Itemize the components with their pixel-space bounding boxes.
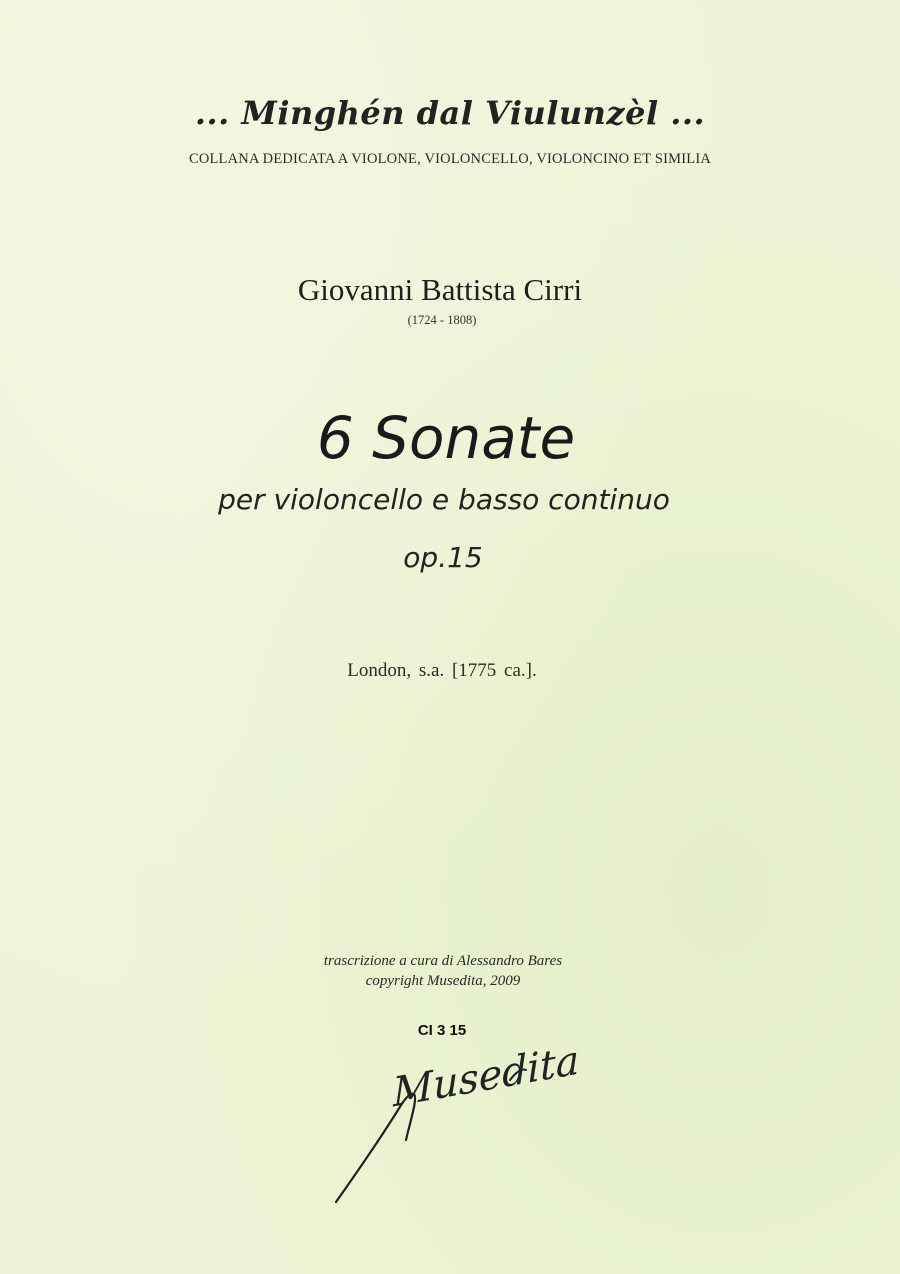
- composer-name: Giovanni Battista Cirri: [297, 272, 583, 307]
- work-title: 6 Sonate: [316, 404, 576, 472]
- transcription-credit: trascrizione a cura di Alessandro Bares: [323, 953, 563, 969]
- catalog-number: CI 3 15: [417, 1022, 467, 1039]
- work-subtitle: per violoncello e basso continuo: [218, 483, 670, 516]
- logo-wordmark: Musedita: [392, 1037, 580, 1117]
- musedita-signature-logo: [330, 1037, 580, 1212]
- composer-dates: (1724 - 1808): [407, 313, 477, 327]
- credits: [0, 951, 893, 991]
- series-title: ... Minghén dal Viulunzèl ...: [194, 94, 706, 132]
- imprint: London, s.a. [1775 ca.].: [347, 660, 537, 681]
- copyright-notice: copyright Musedita, 2009: [365, 973, 521, 989]
- series-subtitle: COLLANA DEDICATA A VIOLONE, VIOLONCELLO, VIOLONCINO ET SIMILIA: [188, 151, 712, 167]
- opus-number: op.15: [403, 541, 483, 574]
